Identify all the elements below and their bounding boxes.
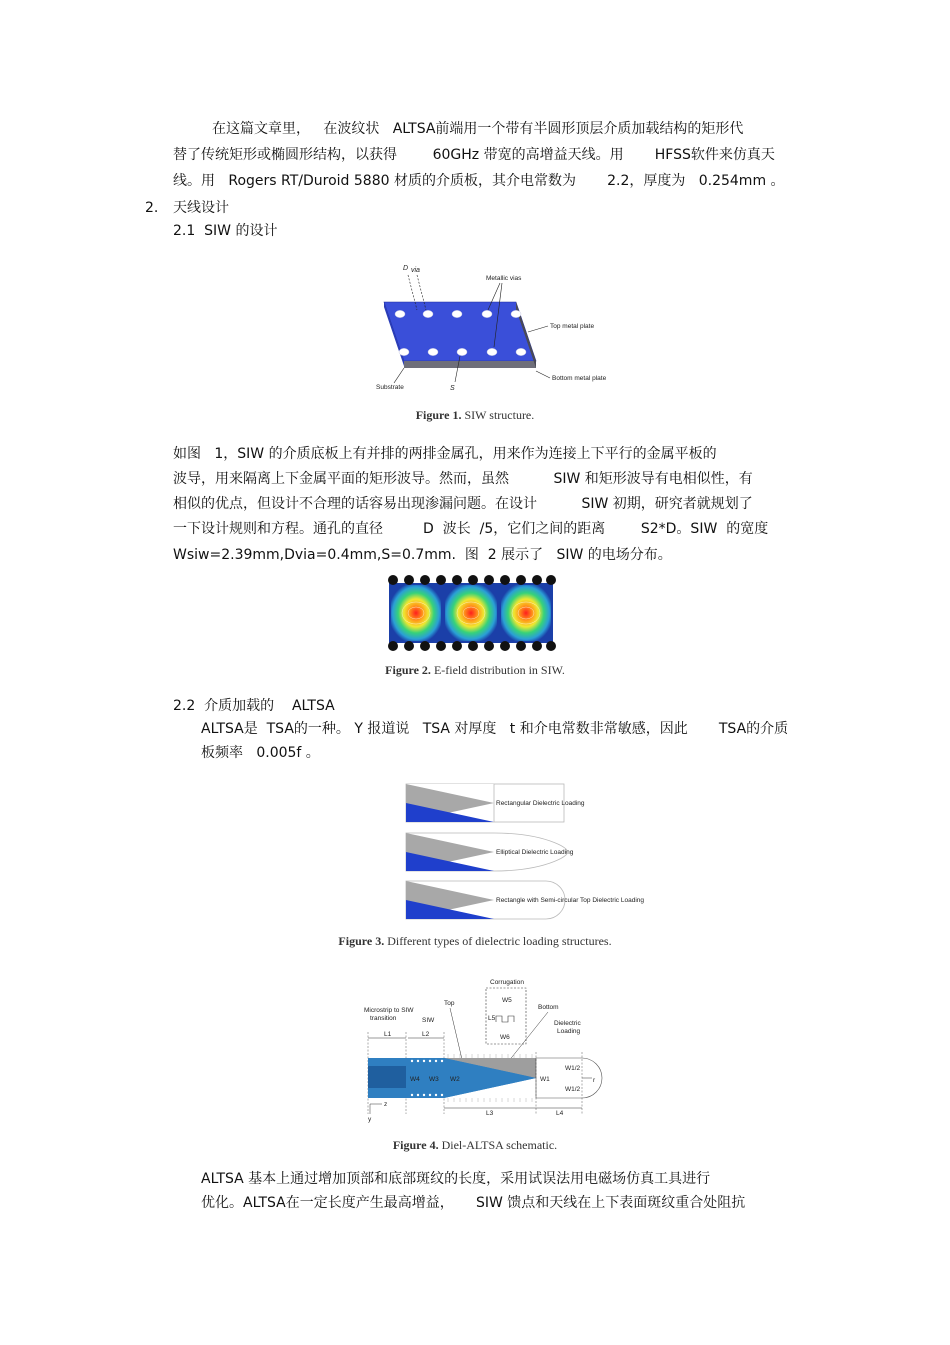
figure-2-efield xyxy=(385,573,557,653)
figure-2-caption-text: E-field distribution in SIW. xyxy=(430,663,565,677)
para2-line-4: 一下设计规则和方程。通孔的直径 D 波长 /5，它们之间的距离 S2*D。SIW 的宽度 xyxy=(173,521,769,537)
l4-label: L4 xyxy=(556,1110,564,1117)
r-label: r xyxy=(593,1077,596,1084)
figure-3-caption xyxy=(0,934,950,949)
para1-line-2: 替了传统矩形或椭圆形结构，以获得 60GHz 带宽的高增益天线。用 HFSS软件来仿真天 xyxy=(173,147,775,163)
para2-line-1: 如图 1，SIW 的介质底板上有并排的两排金属孔，用来作为连接上下平行的金属平板的 xyxy=(173,446,717,462)
l5-label: L5 xyxy=(488,1015,496,1022)
figure-4-caption-text: Diel-ALTSA schematic. xyxy=(438,1138,558,1152)
panel-semicircular xyxy=(406,881,644,919)
microstrip-label-1: Microstrip to SIW xyxy=(364,1007,414,1014)
para1-line-1: 在这篇文章里， 在波纹状 ALTSA前端用一个带有半圆形顶层介质加载结构的矩形代 xyxy=(212,121,744,137)
panel-rectangular xyxy=(406,784,585,822)
figure-4-caption-label: Figure 4. xyxy=(392,1138,439,1152)
siw-label: SIW xyxy=(422,1017,435,1024)
l2-label: L2 xyxy=(422,1031,430,1038)
bottom-label: Bottom xyxy=(538,1004,559,1011)
para4-line-1: ALTSA 基本上通过增加顶部和底部斑纹的长度，采用试误法用电磁场仿真工具进行 xyxy=(201,1171,711,1187)
para2-line-3: 相似的优点，但设计不合理的话容易出现渗漏问题。在设计 SIW 初期，研究者就规划了 xyxy=(173,496,753,512)
corrugation-label: Corrugation xyxy=(490,979,524,986)
dvia-label: D xyxy=(403,265,409,272)
figure-4-diel-altsa-schematic xyxy=(360,972,610,1122)
l3-label: L3 xyxy=(486,1110,494,1117)
figure-1-caption xyxy=(0,408,950,423)
w1-half-a-label: W1/2 xyxy=(565,1065,581,1072)
top-plate-label: Top metal plate xyxy=(550,323,595,330)
metallic-vias-label: Metallic vias xyxy=(486,275,522,282)
w6-label: W6 xyxy=(500,1034,510,1041)
dvia-subscript: via xyxy=(411,267,420,274)
subsection-2-1-title: 2.1 SIW 的设计 xyxy=(173,223,278,239)
figure-1-siw-structure xyxy=(370,258,630,398)
w5-label: W5 xyxy=(502,997,512,1004)
w2-label: W2 xyxy=(450,1076,460,1083)
panel-3-label: Rectangle with Semi-circular Top Dielectric Loading xyxy=(496,897,645,904)
figure-4-caption xyxy=(0,1138,950,1153)
subsection-2-2-title: 2.2 介质加载的 ALTSA xyxy=(173,698,335,714)
panel-2-label: Elliptical Dielectric Loading xyxy=(496,849,574,856)
para3-line-1: ALTSA是 TSA的一种。 Y 报道说 TSA 对厚度 t 和介电常数非常敏感，因此 TSA的介质 xyxy=(201,721,789,737)
s-label: S xyxy=(450,385,455,392)
figure-1-caption-text: SIW structure. xyxy=(461,408,535,422)
para4-line-2: 优化。ALTSA在一定长度产生最高增益， SIW 馈点和天线在上下表面斑纹重合处阻抗 xyxy=(201,1195,746,1211)
w3-label: W3 xyxy=(429,1076,439,1083)
w4-label: W4 xyxy=(410,1076,420,1083)
para1-line-3: 线。用 Rogers RT/Duroid 5880 材质的介质板，其介电常数为 2.2，厚度为 0.254mm 。 xyxy=(173,173,785,189)
figure-3-caption-label: Figure 3. xyxy=(338,934,385,948)
section-number: 2. xyxy=(145,200,159,216)
figure-3-loading-structures xyxy=(400,780,645,925)
l1-label: L1 xyxy=(384,1031,392,1038)
bottom-plate-label: Bottom metal plate xyxy=(552,375,607,382)
para3-line-2: 板频率 0.005f 。 xyxy=(201,745,320,761)
w1-half-b-label: W1/2 xyxy=(565,1086,581,1093)
top-label: Top xyxy=(444,1000,455,1007)
panel-1-label: Rectangular Dielectric Loading xyxy=(496,800,585,807)
para2-line-2: 波导，用来隔离上下金属平面的矩形波导。然而，虽然 SIW 和矩形波导有电相似性，有 xyxy=(173,471,753,487)
z-axis-label: z xyxy=(384,1101,388,1108)
figure-2-caption xyxy=(0,663,950,678)
dielectric-label-1: Dielectric xyxy=(554,1020,581,1027)
para2-line-5: Wsiw=2.39mm,Dvia=0.4mm,S=0.7mm. 图 2 展示了 SIW 的电场分布。 xyxy=(173,547,672,563)
figure-1-caption-label: Figure 1. xyxy=(415,408,462,422)
w1-label: W1 xyxy=(540,1076,550,1083)
figure-3-caption-text: Different types of dielectric loading structures. xyxy=(384,934,612,948)
microstrip-label-2: transition xyxy=(370,1015,397,1022)
dielectric-label-2: Loading xyxy=(557,1028,581,1035)
section-title: 天线设计 xyxy=(173,200,229,216)
figure-2-caption-label: Figure 2. xyxy=(385,663,431,677)
substrate-label: Substrate xyxy=(376,384,404,391)
panel-elliptical xyxy=(406,833,574,871)
y-axis-label: y xyxy=(368,1116,372,1123)
